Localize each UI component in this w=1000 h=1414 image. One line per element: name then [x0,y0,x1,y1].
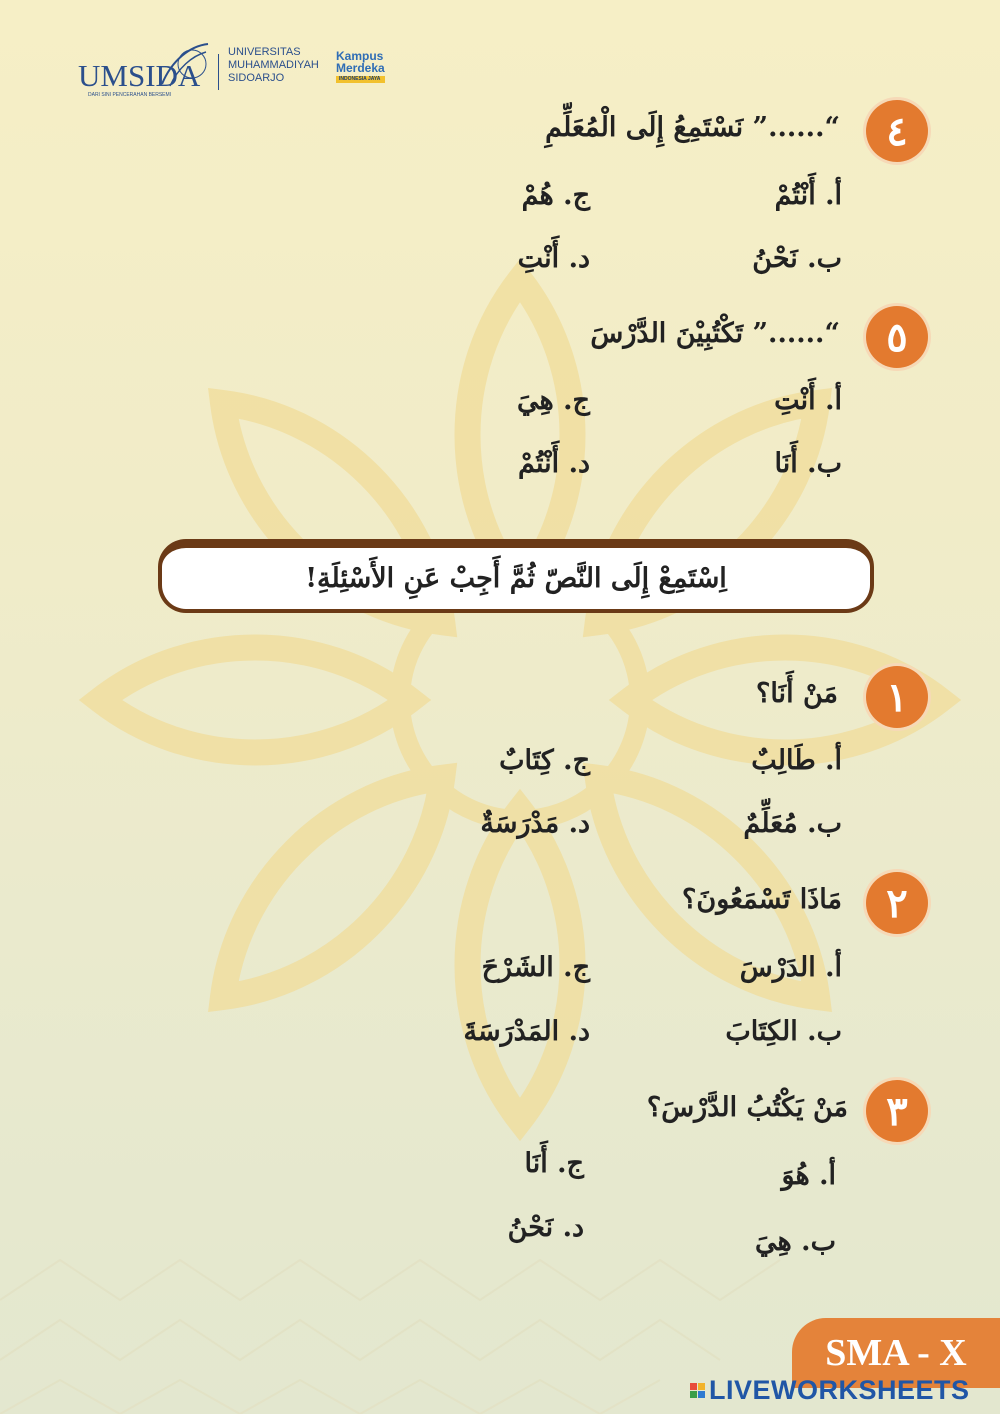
kampus-bar-text: INDONESIA JAYA [336,76,385,83]
q1-option-d[interactable]: د. مَدْرَسَةٌ [480,808,590,839]
question-2-text: مَاذَا تَسْمَعُونَ؟ [682,884,842,915]
question-number-2: ٢ [866,872,928,934]
question-3-text: مَنْ يَكْتُبُ الدَّرْسَ؟ [646,1092,848,1123]
q1-option-b[interactable]: ب. مُعَلِّمٌ [743,808,842,839]
instruction-banner: اِسْتَمِعْ إِلَى النَّصّ ثُمَّ أَجِبْ عَنِ الأَسْئِلَةِ! [158,539,874,613]
header-logos [78,40,438,100]
q3-option-c[interactable]: ج. أَنَا [524,1148,584,1179]
question-number-1: ١ [866,666,928,728]
q2-option-b[interactable]: ب. الكِتَابَ [725,1016,842,1047]
q2-option-c[interactable]: ج. الشَرْحَ [481,952,590,983]
liveworksheets-text: LIVEWORKSHEETS [709,1374,970,1405]
kampus-top-text: Kampus [336,49,384,63]
question-5-text: “......” تَكْتُبِيْنَ الدَّرْسَ [590,318,840,349]
umsida-logo: UMSIDA [78,58,201,93]
kampus-bottom-text: Merdeka [336,61,385,75]
question-number-3: ٣ [866,1080,928,1142]
liveworksheets-logo-icon [690,1383,705,1398]
q3-option-d[interactable]: د. نَحْنُ [507,1212,584,1243]
q2-option-a[interactable]: أ. الدَرْسَ [739,952,842,983]
q4-option-b[interactable]: ب. نَحْنُ [752,243,842,274]
umsida-tagline: DARI SINI PENCERAHAN BERSEMI [88,92,172,98]
level-tab: SMA - X [792,1318,1000,1388]
question-1-text: مَنْ أَنَا؟ [756,678,838,709]
q1-option-c[interactable]: ج. كِتَابٌ [499,745,590,776]
university-line-1: UNIVERSITAS [228,46,301,58]
q5-option-d[interactable]: د. أَنْتُمْ [518,448,590,479]
globe-swoosh-icon [156,40,212,90]
question-number-5: ٥ [866,306,928,368]
university-name [228,46,319,85]
q5-option-b[interactable]: ب. أَنَا [774,448,842,479]
kampus-merdeka-logo [336,50,385,83]
q4-option-c[interactable]: ج. هُمْ [521,180,590,211]
liveworksheets-watermark [690,1372,990,1408]
q4-option-a[interactable]: أ. أَنْتُمْ [774,180,842,211]
university-line-3: SIDOARJO [228,72,285,84]
q5-option-a[interactable]: أ. أَنْتِ [774,385,842,416]
q3-option-a[interactable]: أ. هُوَ [781,1160,836,1191]
logo-divider [218,54,219,90]
q4-option-d[interactable]: د. أَنْتِ [517,243,590,274]
university-line-2: MUHAMMADIYAH [228,59,319,71]
q3-option-b[interactable]: ب. هِيَ [755,1226,836,1257]
q1-option-a[interactable]: أ. طَالِبٌ [751,745,842,776]
q5-option-c[interactable]: ج. هِيَ [517,385,590,416]
question-4-text: “......” نَسْتَمِعُ إِلَى الْمُعَلِّمِ [545,112,840,143]
question-number-4: ٤ [866,100,928,162]
q2-option-d[interactable]: د. المَدْرَسَةَ [463,1016,590,1047]
